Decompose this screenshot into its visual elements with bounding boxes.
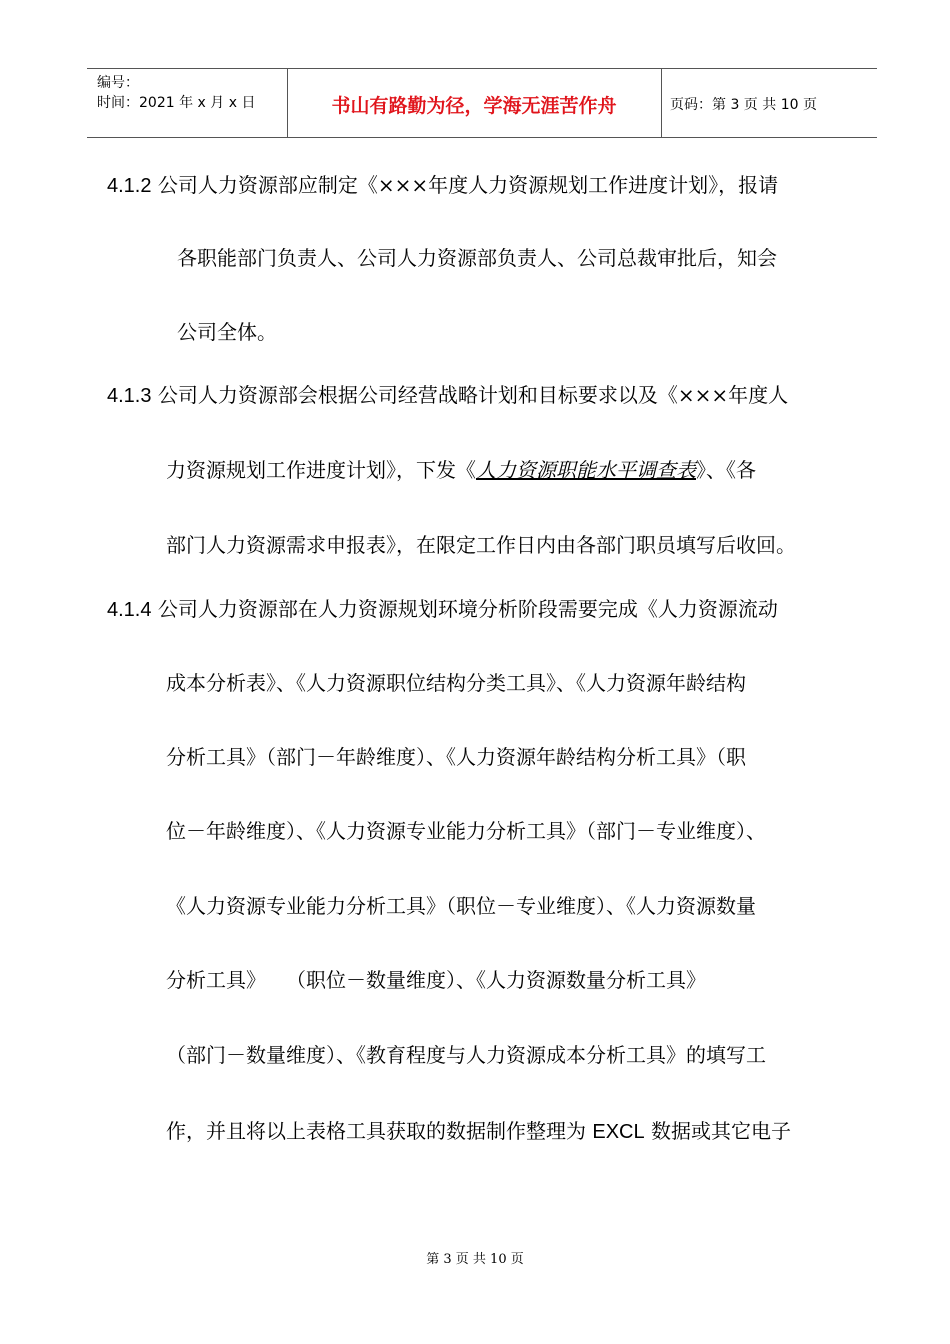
page-header <box>87 68 877 138</box>
section-4-1-4-line-5: 《人力资源专业能力分析工具》（职位－专业维度）、《人力资源数量 <box>166 894 756 918</box>
paragraph-text: 》、《各 <box>696 458 756 482</box>
section-4-1-4-line-2: 成本分析表》、《人力资源职位结构分类工具》、《人力资源年龄结构 <box>166 671 746 695</box>
hr-survey-form-link[interactable]: 人力资源职能水平调查表 <box>476 458 696 482</box>
section-4-1-2-line-2: 各职能部门负责人、公司人力资源部负责人、公司总裁审批后，知会 <box>177 246 777 270</box>
section-4-1-4-line-4: 位－年龄维度）、《人力资源专业能力分析工具》（部门－专业维度）、 <box>166 819 766 843</box>
section-number: 4.1.2 <box>107 175 152 197</box>
document-code-label: 编号： <box>97 75 139 91</box>
section-4-1-3-line-2 <box>166 458 756 482</box>
paragraph-text: 数据或其它电子 <box>644 1119 791 1143</box>
header-meta-cell <box>87 69 288 137</box>
section-4-1-4-line-1 <box>107 597 778 622</box>
section-4-1-2-line-1 <box>107 173 778 198</box>
paragraph-text: 公司人力资源部在人力资源规划环境分析阶段需要完成《人力资源流动 <box>151 597 778 621</box>
header-motto-cell <box>287 69 662 137</box>
section-number: 4.1.3 <box>107 385 152 407</box>
section-4-1-3-line-3: 部门人力资源需求申报表》，在限定工作日内由各部门职员填写后收回。 <box>166 533 796 557</box>
section-4-1-3-line-1 <box>107 383 788 408</box>
paragraph-text: EXCL <box>592 1121 645 1143</box>
paragraph-text: 公司人力资源部会根据公司经营战略计划和目标要求以及《×××年度人 <box>151 383 789 407</box>
header-motto: 书山有路勤为径，学海无涯苦作舟 <box>331 95 617 117</box>
paragraph-text: 公司人力资源部应制定《×××年度人力资源规划工作进度计划》，报请 <box>151 173 779 197</box>
section-4-1-4-line-7: （部门－数量维度）、《教育程度与人力资源成本分析工具》的填写工 <box>166 1043 766 1067</box>
section-4-1-2-line-3: 公司全体。 <box>177 320 277 344</box>
section-4-1-4-line-3: 分析工具》（部门－年龄维度）、《人力资源年龄结构分析工具》（职 <box>166 745 746 769</box>
page-footer: 第 3 页 共 10 页 <box>426 1252 524 1267</box>
header-page-cell <box>662 69 877 137</box>
paragraph-text: 力资源规划工作进度计划》，下发《 <box>166 458 476 482</box>
header-page-info: 页码：第 3 页 共 10 页 <box>670 97 817 113</box>
section-4-1-4-line-8 <box>166 1119 791 1144</box>
section-number: 4.1.4 <box>107 599 152 621</box>
section-4-1-4-line-6: 分析工具》 （职位－数量维度）、《人力资源数量分析工具》 <box>166 968 706 992</box>
document-date: 时间：2021 年 x 月 x 日 <box>97 95 256 111</box>
paragraph-text: 作，并且将以上表格工具获取的数据制作整理为 <box>166 1119 593 1143</box>
